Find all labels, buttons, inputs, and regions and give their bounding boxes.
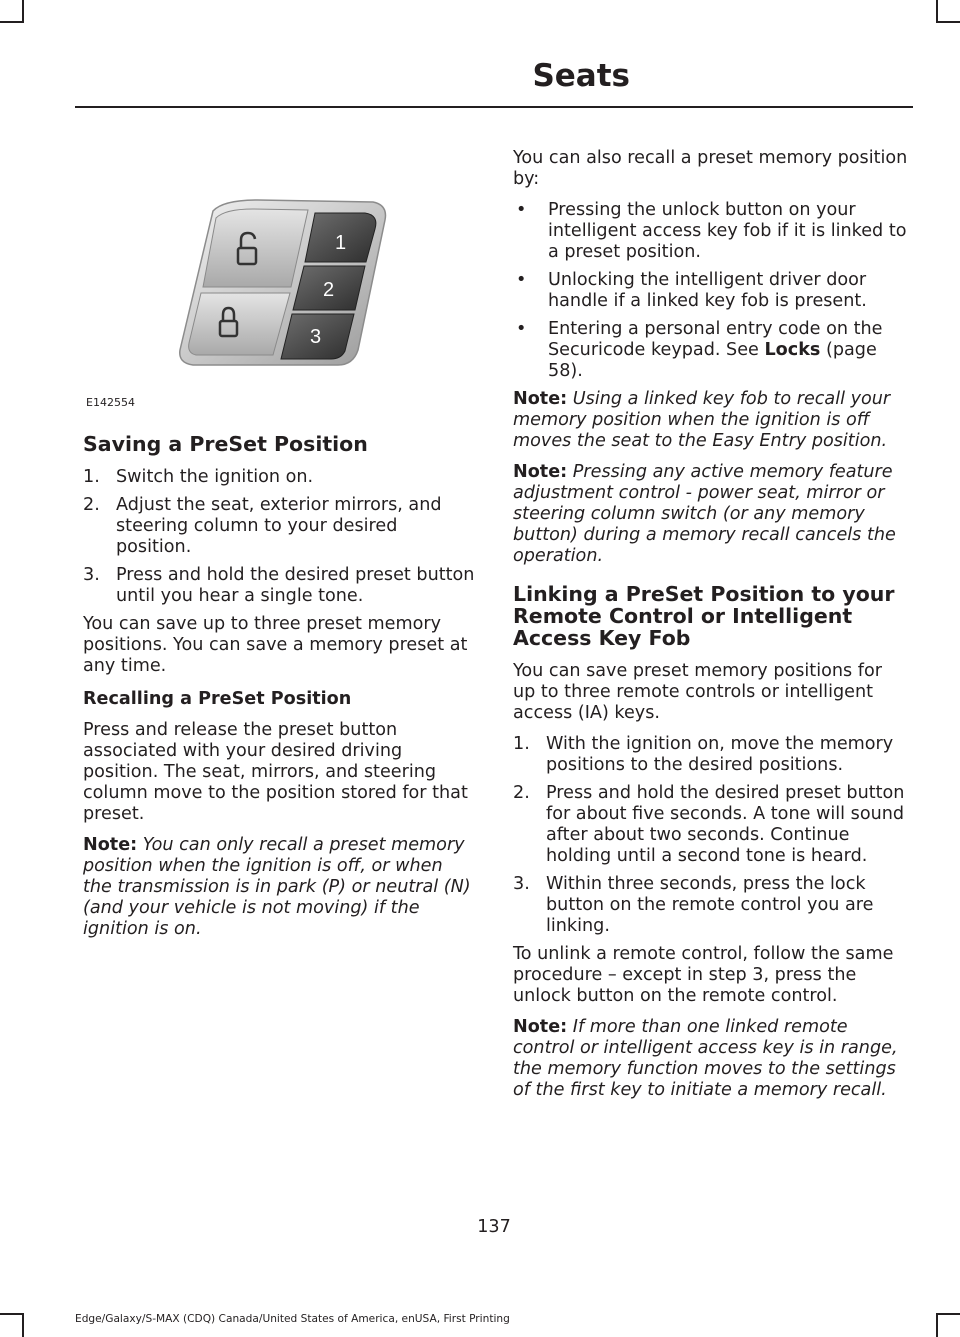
list-item (513, 270, 909, 312)
note-cancel-recall (513, 462, 909, 567)
step-text: Press and hold the desired preset button until you hear a single tone. (116, 565, 475, 606)
locks-link[interactable]: Locks (764, 340, 821, 360)
step-number: 2. (513, 783, 530, 803)
crop-mark (22, 1315, 24, 1337)
note-label: Note: (513, 462, 568, 482)
bullet-text (548, 319, 909, 382)
crop-mark (936, 1315, 938, 1337)
bullet: • (516, 200, 527, 220)
step-number: 3. (83, 565, 100, 585)
note-label: Note: (513, 1017, 568, 1037)
step-number: 1. (513, 734, 530, 754)
header-rule (75, 106, 913, 108)
page-reference: (page 58). (548, 340, 877, 381)
list-item (83, 495, 477, 558)
crop-mark (936, 21, 960, 23)
list-item (513, 319, 909, 382)
step-text: Adjust the seat, exterior mirrors, and steering column to your desired position. (116, 495, 442, 557)
saving-heading: Saving a PreSet Position (83, 432, 368, 456)
page-title: Seats (532, 58, 630, 94)
linking-heading: Linking a PreSet Position to your Remote Control or Intelligent Access Key Fob (513, 582, 895, 650)
right-column (513, 148, 909, 1111)
left-column (83, 145, 477, 950)
bullet-text: Unlocking the intelligent driver door handle if a linked key fob is present. (548, 270, 867, 311)
bullet: • (516, 319, 527, 339)
bullet-text: Pressing the unlock button on your intelligent access key fob if it is linked to a preset position. (548, 200, 907, 262)
note-text: You can only recall a preset memory position when the ignition is off, or when the transmission is in park (P) or neutral (N) (and your vehicle is not moving) if the ignition is on. (83, 835, 471, 939)
recall-heading: Recalling a PreSet Position (83, 689, 352, 709)
unlink-paragraph: To unlink a remote control, follow the same procedure – except in step 3, press the unlock button on the remote control. (513, 944, 894, 1006)
step-text: Within three seconds, press the lock button on the remote control you are linking. (546, 874, 874, 936)
note-text: If more than one linked remote control or intelligent access key is in range, the memory function moves to the settings of the first key to initiate a memory recall. (513, 1017, 898, 1100)
step-number: 2. (83, 495, 100, 515)
page-number: 137 (477, 1217, 511, 1237)
bullet-text-part: Entering a personal entry code on the Securicode keypad. See (548, 319, 883, 360)
step-text: With the ignition on, move the memory positions to the desired positions. (546, 734, 894, 775)
memory-switch-illustration (83, 145, 477, 417)
recall-intro: You can also recall a preset memory position by: (513, 148, 908, 189)
button-2-label: 2 (323, 279, 335, 301)
list-item (83, 565, 477, 607)
recall-paragraph: Press and release the preset button associated with your desired driving position. The seat, mirrors, and steering column move to the position stored for that preset. (83, 720, 468, 824)
saving-steps (83, 467, 477, 607)
footer-text: Edge/Galaxy/S-MAX (CDQ) Canada/United States of America, enUSA, First Printing (75, 1313, 510, 1325)
step-number: 1. (83, 467, 100, 487)
step-number: 3. (513, 874, 530, 894)
lock-button (189, 293, 290, 355)
note-text: Pressing any active memory feature adjustment control - power seat, mirror or steering column switch (or any memory button) during a memory recall cancels the operation. (513, 462, 896, 566)
list-item (513, 734, 909, 776)
note-label: Note: (83, 835, 138, 855)
crop-mark (936, 0, 938, 22)
recall-note (83, 835, 477, 940)
crop-mark (0, 1313, 24, 1315)
crop-mark (0, 21, 24, 23)
note-text: Using a linked key fob to recall your memory position when the ignition is off moves the seat to the Easy Entry position. (513, 389, 891, 451)
list-item (513, 783, 909, 867)
bullet: • (516, 270, 527, 290)
list-item (513, 874, 909, 937)
note-easy-entry (513, 389, 909, 452)
button-1-label: 1 (335, 232, 347, 254)
saving-paragraph: You can save up to three preset memory positions. You can save a memory preset at any time. (83, 614, 468, 676)
step-text: Switch the ignition on. (116, 467, 314, 487)
step-text: Press and hold the desired preset button for about five seconds. A tone will sound after about two seconds. Continue holding until a second tone is heard. (546, 783, 905, 866)
note-multiple-keys (513, 1017, 909, 1101)
memory-buttons-figure (83, 145, 477, 417)
linking-intro: You can save preset memory positions for up to three remote controls or intelligent access (IA) keys. (513, 661, 882, 723)
button-3-label: 3 (310, 326, 322, 348)
note-label: Note: (513, 389, 568, 409)
list-item (513, 200, 909, 263)
linking-steps (513, 734, 909, 937)
crop-mark (22, 0, 24, 22)
list-item (83, 467, 477, 488)
figure-id: E142554 (86, 396, 135, 409)
crop-mark (936, 1313, 960, 1315)
recall-methods-list (513, 200, 909, 382)
